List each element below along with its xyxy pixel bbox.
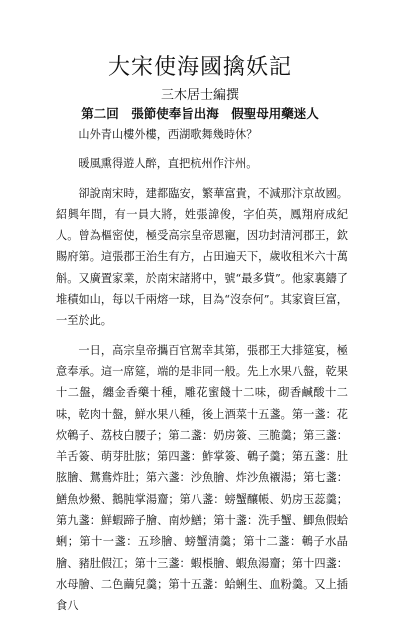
poem-line-2: 暖風熏得遊人醉，直把杭州作汴州。 [78, 157, 258, 171]
body-paragraph: 卻說南宋時，建都臨安，繁華富貴，不減那汴京故國。紹興年間，有一員大將，姓張諱俊，字伯英，鳳翔府成紀人。曾為樞密使，極受高宗皇帝恩寵，因功封清河郡王，欽賜府第。這張郡王治生有方，占田遍天下，歲收租米六十萬斛。又廣置家業，於南宋諸將中，號“最多貲”。他家裏鑄了堆積如山，每以千兩熔一球，目為“沒奈何”。其家資巨富，一至於此。 [56, 186, 348, 328]
author-line: 三木居士編撰 [160, 88, 239, 103]
body-text [56, 124, 348, 617]
book-title: 大宋使海國擒妖記 [107, 55, 292, 80]
body-paragraph: 一日，高宗皇帝攜百官駕幸其第，張郡王大排筵宴，極意奉承。這一席筵，端的是非同一般。先上水果八盤，乾果十二盤，纏金香藥十種，雕花蜜餞十二味，砌香鹹酸十二味，乾肉十盤，鮮水果八種，後上酒菜十五盞。第一盞：花炊鵪子、荔枝白腰子；第二盞：奶房簽、三脆羹；第三盞：羊舌簽、萌芽肚胘；第四盞：鮓掌簽、鵪子羹；第五盞：肚胘膾、鴛鴦炸肚；第六盞：沙魚膾、炸沙魚襯湯；第七盞：鱔魚炒鱟、鵝肫掌湯齏；第八盞：螃蟹釀帳、奶房玉蕊羹；第九盞：鮮蝦蹄子膾、南炒鱔；第十盞：洗手蟹、鯽魚假蛤蜊；第十一盞：五珍膾、螃蟹清羹；第十二盞：鵪子水晶膾、豬肚假江；第十三盞：蝦棖膾、蝦魚湯齏；第十四盞：水母膾、二色繭兒羹；第十五盞：蛤蜊生、血粉羹。又上插食八 [56, 343, 348, 613]
poem-line-1: 山外青山樓外樓，西湖歌舞幾時休？ [78, 128, 258, 141]
chapter-heading: 第二回 張節使奉旨出海 假聖母用藥迷人 [81, 106, 319, 121]
